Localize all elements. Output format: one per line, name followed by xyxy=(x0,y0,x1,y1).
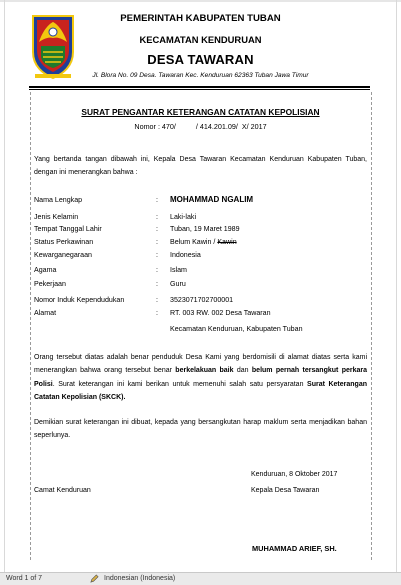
field-value: Tuban, 19 Maret 1989 xyxy=(170,225,240,233)
field-label: Agama xyxy=(34,266,57,274)
field-row xyxy=(34,213,374,225)
field-row xyxy=(34,296,374,308)
field-label: Nomor Induk Kependudukan xyxy=(34,296,125,304)
signatory-name: MUHAMMAD ARIEF, SH. xyxy=(252,544,337,553)
right-margin-line xyxy=(396,0,397,572)
body-paragraph xyxy=(34,351,367,405)
field-row xyxy=(34,196,374,208)
field-label: Nama Lengkap xyxy=(34,196,83,204)
left-signature-title: Camat Kenduruan xyxy=(34,487,91,494)
language-indicator[interactable]: Indonesian (Indonesia) xyxy=(104,575,176,582)
field-colon: : xyxy=(156,251,158,259)
place-date: Kenduruan, 8 Oktober 2017 xyxy=(251,471,338,478)
intro-paragraph: Yang bertanda tangan dibawah ini, Kepala Desa Tawaran Kecamatan Kenduruan Kabupaten Tuban, dengan ini menerangkan bahwa : xyxy=(34,156,367,177)
field-colon: : xyxy=(156,296,158,304)
field-row xyxy=(34,251,374,263)
closing-paragraph: Demikian surat keterangan ini dibuat, kepada yang bersangkutan harap maklum serta menjadikan bahan seperlunya. xyxy=(34,419,367,440)
field-value-name: MOHAMMAD NGALIM xyxy=(170,195,254,204)
letter-title: SURAT PENGANTAR KETERANGAN CATATAN KEPOLISIAN xyxy=(81,107,320,117)
field-value: Islam xyxy=(170,266,187,274)
field-colon: : xyxy=(156,309,158,317)
field-row xyxy=(34,225,374,237)
field-value: Guru xyxy=(170,280,186,288)
field-value: Indonesia xyxy=(170,251,201,259)
field-label: Alamat xyxy=(34,309,57,317)
field-row xyxy=(34,280,374,292)
header-address: Jl. Blora No. 09 Desa. Tawaran Kec. Kenduruan 62363 Tuban Jawa Timur xyxy=(92,72,309,79)
body-text: Orang tersebut diatas adalah benar penduduk Desa Kami yang berdomisili di alamat diatas serta kami menerangkan bahwa orang tersebut benar xyxy=(34,354,367,375)
field-label: Tempat Tanggal Lahir xyxy=(34,225,102,233)
header-divider-thick xyxy=(29,86,370,88)
body-emphasis: berkelakuan baik xyxy=(175,367,234,375)
left-margin-line xyxy=(4,0,5,572)
field-colon: : xyxy=(156,266,158,274)
field-value-continued: Kecamatan Kenduruan, Kabupaten Tuban xyxy=(170,325,303,333)
header-district-name: KECAMATAN KENDURUAN xyxy=(139,34,262,45)
field-row-continued xyxy=(34,325,374,337)
body-text: . Surat keterangan ini kami berikan untuk memenuhi salah satu persyaratan xyxy=(52,380,308,388)
body-text: dan xyxy=(233,367,252,375)
field-value-marital xyxy=(170,238,237,246)
field-label: Status Perkawinan xyxy=(34,238,94,246)
field-colon: : xyxy=(156,280,158,288)
body-emphasis: Surat Keterangan Catatan Kepolisian (SKCK). xyxy=(34,380,367,402)
field-value: 3523071702700001 xyxy=(170,296,234,304)
body-emphasis: belum pernah tersangkut perkara Polisi xyxy=(34,367,367,388)
right-signature-title: Kepala Desa Tawaran xyxy=(251,487,320,494)
field-colon: : xyxy=(156,196,158,204)
header-divider-thin xyxy=(29,89,370,90)
word-count[interactable]: Word 1 of 7 xyxy=(6,575,43,582)
field-label: Pekerjaan xyxy=(34,280,66,288)
field-colon: : xyxy=(156,238,158,246)
field-value: RT. 003 RW. 002 Desa Tawaran xyxy=(170,309,271,317)
field-label: Kewarganegaraan xyxy=(34,251,92,259)
field-row xyxy=(34,309,374,321)
field-colon: : xyxy=(156,225,158,233)
field-value: Laki-laki xyxy=(170,213,197,221)
field-colon: : xyxy=(156,213,158,221)
page-edge xyxy=(0,0,401,2)
status-bar xyxy=(0,572,401,585)
marital-option-struck: Kawin xyxy=(217,238,237,246)
marital-option-selected: Belum Kawin / xyxy=(170,238,218,246)
pencil-icon[interactable] xyxy=(90,574,99,583)
letter-number: Nomor : 470/ / 414.201.09/ X/ 2017 xyxy=(134,122,267,131)
field-row xyxy=(34,238,374,250)
field-label: Jenis Kelamin xyxy=(34,213,79,221)
header-government-name: PEMERINTAH KABUPATEN TUBAN xyxy=(120,13,281,24)
field-row xyxy=(34,266,374,278)
header-village-name: DESA TAWARAN xyxy=(147,52,254,67)
